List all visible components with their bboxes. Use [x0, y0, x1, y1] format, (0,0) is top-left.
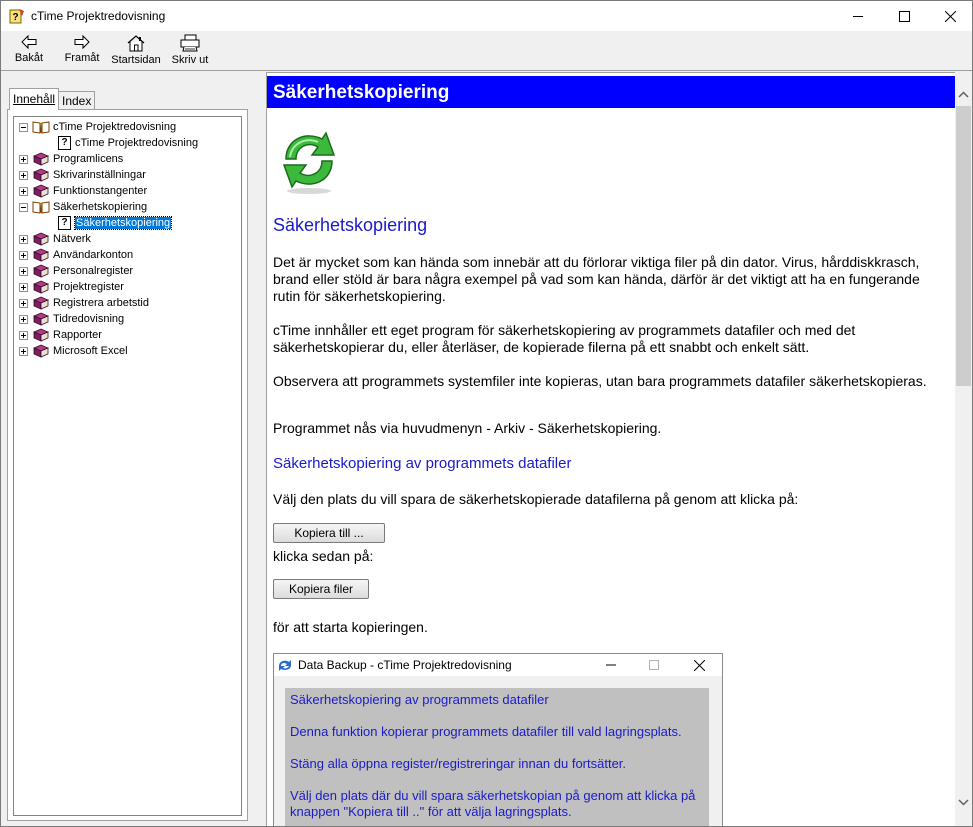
- dialog-line-1: Säkerhetskopiering av programmets datafiler: [290, 692, 549, 707]
- tree-item-ctime-projektredovisning[interactable]: [19, 119, 176, 135]
- paragraph-menu-path: Programmet nås via huvudmenyn - Arkiv - Säkerhetskopiering.: [273, 420, 662, 436]
- open-book-icon: [32, 120, 50, 134]
- tree-item-label: Rapporter: [53, 329, 102, 341]
- expand-icon[interactable]: [19, 299, 28, 308]
- dialog-title-bar: [274, 654, 722, 676]
- back-label: Bakåt: [14, 52, 44, 64]
- tree-item-label: Microsoft Excel: [53, 345, 128, 357]
- expand-icon[interactable]: [19, 187, 28, 196]
- paragraph-start-copy: för att starta kopieringen.: [273, 619, 428, 635]
- book-icon: [32, 152, 50, 166]
- book-icon: [32, 280, 50, 294]
- home-label: Startsidan: [111, 54, 161, 66]
- tree-item-sakerhetskopiering[interactable]: [19, 199, 147, 215]
- dialog-line-3: Stäng alla öppna register/registreringar innan du fortsätter.: [290, 756, 627, 771]
- book-icon: [32, 296, 50, 310]
- tree-item-funktionstangenter[interactable]: [19, 183, 147, 199]
- tree-item-anvandarkonton[interactable]: [19, 247, 133, 263]
- close-button[interactable]: [927, 1, 973, 31]
- copy-to-button[interactable]: Kopiera till ...: [273, 523, 385, 543]
- help-page-icon: ?: [58, 216, 71, 230]
- chevron-up-icon: [958, 91, 969, 98]
- dialog-line-2: Denna funktion kopierar programmets datafiler till vald lagringsplats.: [290, 724, 682, 739]
- printer-icon: [179, 34, 201, 52]
- tree-item-label: Projektregister: [53, 281, 124, 293]
- book-icon: [32, 344, 50, 358]
- tree-item-label: Användarkonton: [53, 249, 134, 261]
- dialog-close-icon: [691, 657, 707, 673]
- book-icon: [32, 184, 50, 198]
- paragraph-intro: Det är mycket som kan hända som innebär att du förlorar viktiga filer på din dator. Virus, hårddiskkrasch, brand eller stöld är bara några exempel på vad som kan hända, därför är det viktigt att ha en fungerande rutin för säkerhetskopiering.: [273, 254, 920, 304]
- help-page-icon: ?: [58, 136, 71, 150]
- toolbar: [1, 31, 972, 71]
- tree-item-label: Funktionstangenter: [53, 185, 148, 197]
- tree-item-registrera-arbetstid[interactable]: [19, 295, 149, 311]
- backup-app-icon: [277, 658, 293, 672]
- tree-item-microsoft-excel[interactable]: [19, 343, 128, 359]
- scroll-up-button[interactable]: [955, 86, 972, 103]
- tree-item-programlicens[interactable]: [19, 151, 123, 167]
- forward-arrow-icon: [73, 34, 91, 50]
- dialog-line-4: Välj den plats där du vill spara säkerhetskopian på genom att klicka på knappen "Kopiera till .." för att välja lagringsplats.: [290, 788, 696, 819]
- expand-icon[interactable]: [19, 347, 28, 356]
- contents-panel: [7, 109, 248, 821]
- tree-page-sakerhetskopiering[interactable]: [58, 215, 171, 231]
- tree-item-label: cTime Projektredovisning: [53, 121, 177, 133]
- expand-icon[interactable]: [19, 155, 28, 164]
- navigation-pane: [1, 72, 259, 827]
- copy-files-button[interactable]: Kopiera filer: [273, 579, 369, 599]
- scroll-down-button[interactable]: [955, 794, 972, 811]
- expand-icon[interactable]: [19, 235, 28, 244]
- tree-item-label: Registrera arbetstid: [53, 297, 149, 309]
- tree-item-rapporter[interactable]: [19, 327, 102, 343]
- paragraph-observe: Observera att programmets systemfiler inte kopieras, utan bara programmets datafiler säkerhetskopieras.: [273, 373, 927, 389]
- minimize-button[interactable]: [835, 1, 881, 31]
- content-vertical-scrollbar[interactable]: [955, 72, 972, 827]
- tree-item-tidredovisning[interactable]: [19, 311, 124, 327]
- sync-arrows-icon: [276, 125, 342, 195]
- subheading-datafiles: Säkerhetskopiering av programmets datafiler: [273, 455, 572, 472]
- paragraph-choose-location: Välj den plats du vill spara de säkerhetskopierade datafilerna på genom att klicka på:: [273, 491, 799, 507]
- print-button[interactable]: [169, 34, 211, 70]
- book-icon: [32, 248, 50, 262]
- book-icon: [32, 264, 50, 278]
- tree-item-label: Nätverk: [53, 233, 91, 245]
- tree-item-personalregister[interactable]: [19, 263, 133, 279]
- book-icon: [32, 168, 50, 182]
- expand-icon[interactable]: [19, 171, 28, 180]
- topic-content: [266, 72, 955, 827]
- data-backup-dialog-image: [273, 653, 723, 827]
- tree-item-label: Tidredovisning: [53, 313, 125, 325]
- expand-icon[interactable]: [19, 315, 28, 324]
- collapse-icon[interactable]: [19, 203, 28, 212]
- dialog-title: Data Backup - cTime Projektredovisning: [298, 658, 512, 672]
- tree-item-label: cTime Projektredovisning: [75, 137, 199, 149]
- paragraph-then-click: klicka sedan på:: [273, 548, 374, 564]
- tab-contents[interactable]: [9, 88, 59, 110]
- tab-contents-label: Innehåll: [13, 92, 56, 106]
- dialog-minimize-icon: [603, 657, 619, 673]
- svg-text:?: ?: [12, 12, 19, 23]
- help-app-icon: [9, 8, 25, 24]
- tree-item-label: Personalregister: [53, 265, 134, 277]
- expand-icon[interactable]: [19, 267, 28, 276]
- tree-item-skrivarinstallningar[interactable]: [19, 167, 146, 183]
- home-button[interactable]: [109, 34, 163, 70]
- book-icon: [32, 232, 50, 246]
- dialog-body: [285, 688, 709, 827]
- paragraph-ctime: cTime innhåller ett eget program för säkerhetskopiering av programmets datafiler och med det säkerhetskopierar du, eller återläser, de kopierade filerna på ett snabbt och enkelt sätt.: [273, 322, 856, 355]
- tab-index[interactable]: [58, 91, 95, 110]
- scrollbar-thumb[interactable]: [956, 106, 971, 386]
- back-button[interactable]: [11, 34, 47, 70]
- tree-item-label: Programlicens: [53, 153, 124, 165]
- maximize-icon: [899, 11, 910, 22]
- tree-item-projektregister[interactable]: [19, 279, 124, 295]
- print-label: Skriv ut: [171, 54, 209, 66]
- topic-header: Säkerhetskopiering: [267, 76, 955, 108]
- collapse-icon[interactable]: [19, 123, 28, 132]
- home-icon: [126, 34, 146, 52]
- tree-item-natverk[interactable]: [19, 231, 91, 247]
- tree-page-ctime-projektredovisning[interactable]: [58, 135, 198, 151]
- close-icon: [945, 11, 956, 22]
- tree-item-label: Säkerhetskopiering: [53, 201, 148, 213]
- chevron-down-icon: [958, 799, 969, 806]
- back-arrow-icon: [20, 34, 38, 50]
- expand-icon[interactable]: [19, 331, 28, 340]
- forward-label: Framåt: [64, 52, 100, 64]
- book-icon: [32, 328, 50, 342]
- window-title: cTime Projektredovisning: [31, 9, 166, 23]
- minimize-icon: [853, 11, 864, 22]
- book-icon: [32, 312, 50, 326]
- tree-item-label: Skrivarinställningar: [53, 169, 146, 181]
- contents-tree[interactable]: [13, 116, 242, 816]
- dialog-maximize-icon: [646, 657, 662, 673]
- expand-icon[interactable]: [19, 251, 28, 260]
- open-book-icon: [32, 200, 50, 214]
- forward-button[interactable]: [63, 34, 101, 70]
- tab-index-label: Index: [62, 94, 92, 108]
- tree-item-label-selected: Säkerhetskopiering: [76, 217, 171, 229]
- topic-heading: Säkerhetskopiering: [273, 215, 428, 235]
- expand-icon[interactable]: [19, 283, 28, 292]
- title-bar: [1, 1, 972, 31]
- maximize-button[interactable]: [881, 1, 927, 31]
